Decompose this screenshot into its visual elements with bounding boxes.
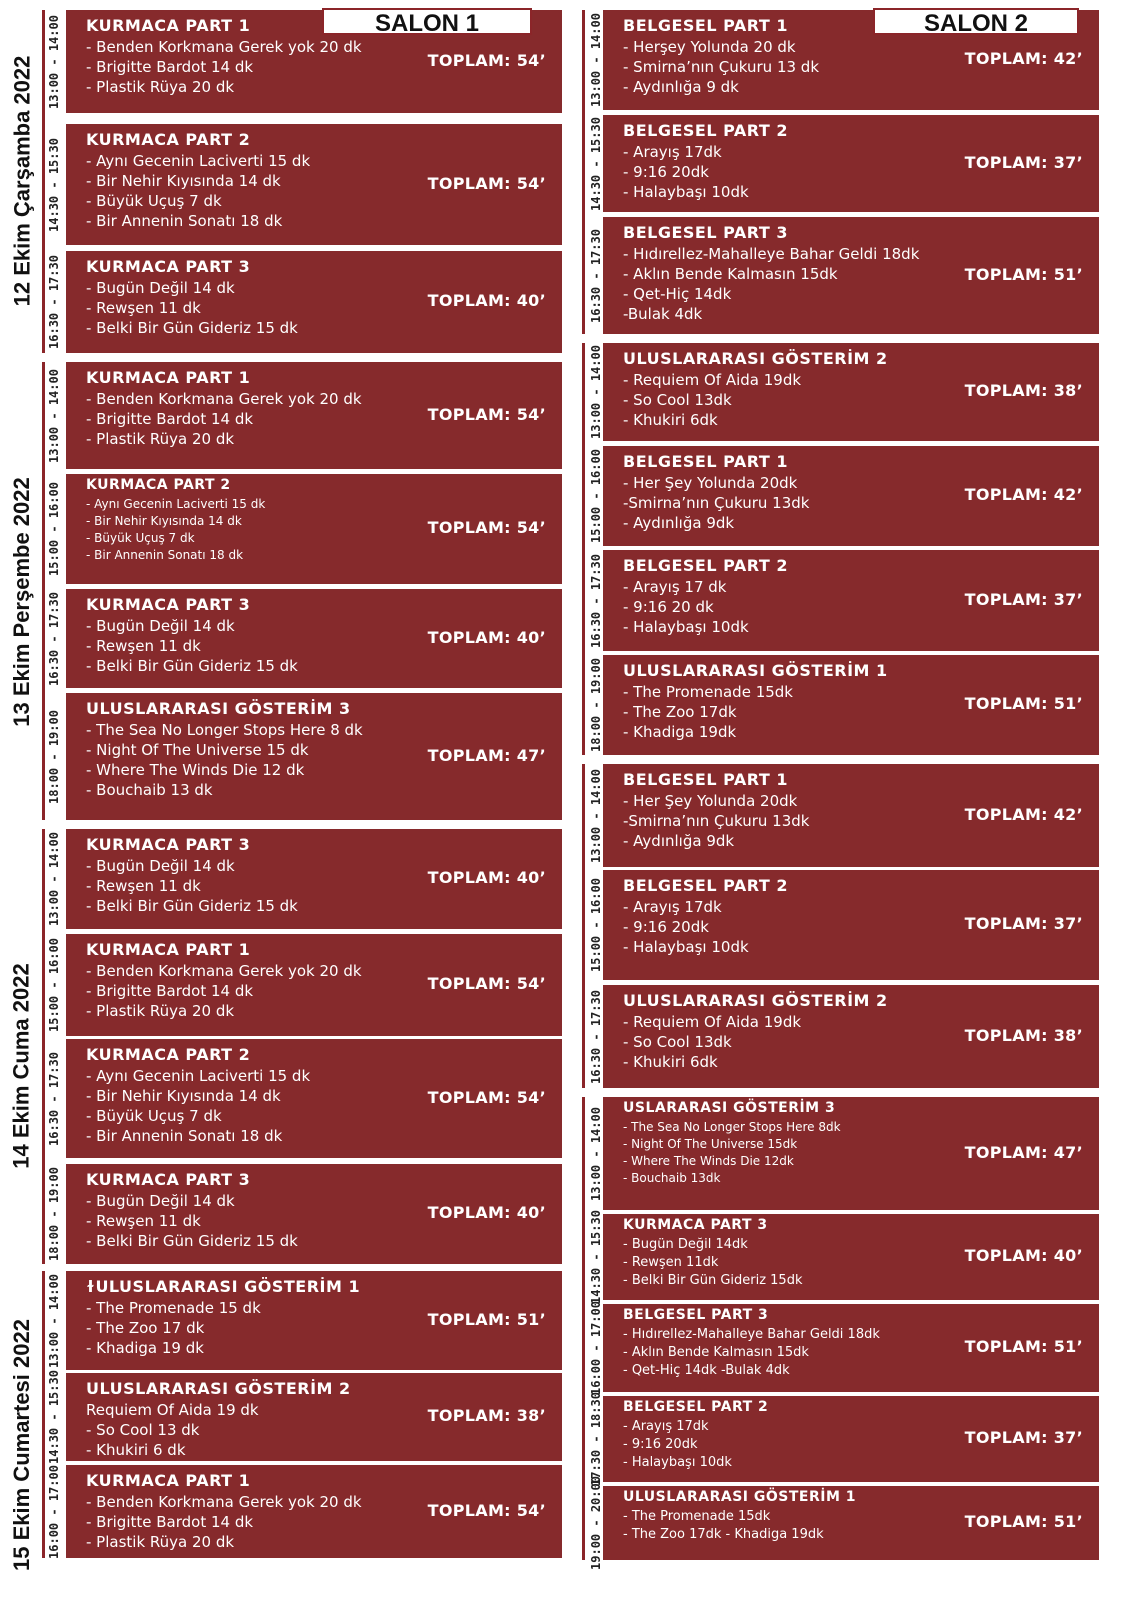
film-item: -Smirna’nın Çukuru 13dk [623,812,810,830]
film-list [623,473,809,533]
film-item: - The Sea No Longer Stops Here 8dk [623,1120,841,1134]
screening-title: ULUSLARARASI GÖSTERİM 2 [623,991,888,1010]
screening-title: BELGESEL PART 2 [623,876,788,895]
film-item: - Brigitte Bardot 14 dk [86,982,254,1000]
day-label-text: 14 Ekim Cuma 2022 [9,963,34,1169]
screening-title: KURMACA PART 1 [86,1471,251,1490]
film-item: - Aynı Gecenin Laciverti 15 dk [86,1067,311,1085]
screening-title: BELGESEL PART 2 [623,1399,769,1415]
screening-block [603,115,1099,212]
film-item: - Her Şey Yolunda 20dk [623,792,798,810]
film-item: - 9:16 20dk [623,918,709,936]
total-duration: TOPLAM: 42’ [964,49,1083,68]
film-item: - Bir Nehir Kıyısında 14 dk [86,1087,281,1105]
film-item: - Night Of The Universe 15 dk [86,741,309,759]
film-item: - Büyük Uçuş 7 dk [86,1107,222,1125]
film-item: - Bugün Değil 14 dk [86,617,235,635]
film-item: - Büyük Uçuş 7 dk [86,192,222,210]
screening-block [603,217,1099,334]
film-item: - Aydınlığa 9dk [623,514,735,532]
film-item: - Bouchaib 13dk [623,1171,721,1185]
time-slot-text: 14:30 - 15:30 [589,1210,604,1304]
divider-rule [582,1097,585,1560]
screening-title: KURMACA PART 2 [86,477,231,493]
film-item: - Bir Annenin Sonatı 18 dk [86,548,244,562]
film-item: - Belki Bir Gün Gideriz 15 dk [86,657,298,675]
time-slot-text: 13:00 - 14:00 [589,768,604,863]
time-slot-text: 16:00 - 17:00 [589,1301,604,1395]
film-item: - Bugün Değil 14 dk [86,279,235,297]
screening-block [603,985,1099,1088]
time-slot-label [44,1370,64,1464]
film-item: - Bir Nehir Kıyısında 14 dk [86,514,242,528]
time-slot-text: 18:00 - 19:00 [47,709,62,804]
time-slot-text: 18:00 - 19:00 [589,658,604,752]
divider-rule [42,1271,45,1558]
film-item: - The Promenade 15dk [623,683,793,701]
total-duration: TOPLAM: 40’ [964,1246,1083,1265]
total-duration: TOPLAM: 54’ [427,518,546,537]
film-item: - Plastik Rüya 20 dk [86,1533,235,1551]
screening-block [603,1097,1099,1210]
time-slot-text: 17:30 - 18:30 [589,1392,604,1486]
film-item: -Bulak 4dk [623,305,703,323]
film-item: - Arayış 17 dk [623,578,727,596]
film-item: - Arayış 17dk [623,143,722,161]
screening-title: BELGESEL PART 3 [623,1307,769,1323]
film-item: - Rewşen 11 dk [86,1212,201,1230]
film-item: - Büyük Uçuş 7 dk [86,531,195,545]
time-slot-text: 15:00 - 16:00 [47,482,62,576]
film-item: - 9:16 20dk [623,163,709,181]
film-list [86,151,310,231]
total-duration: TOPLAM: 38’ [964,1025,1083,1045]
divider-rule [42,829,45,1264]
film-item: - Qet-Hiç 14dk -Bulak 4dk [623,1363,790,1378]
film-item: - The Zoo 17dk - Khadiga 19dk [623,1527,824,1542]
film-item: - Khukiri 6dk [623,1053,718,1071]
film-list [86,37,362,97]
film-list [86,720,363,800]
screening-title: KURMACA PART 2 [86,130,251,149]
total-duration: TOPLAM: 40’ [427,868,546,887]
total-duration: TOPLAM: 37’ [964,152,1083,172]
film-item: - Belki Bir Gün Gideriz 15 dk [86,319,298,337]
screening-block [66,829,562,929]
time-slot-text: 14:30 - 15:30 [589,116,604,211]
film-item: - Plastik Rüya 20 dk [86,78,235,96]
time-slot-text: 13:00 - 14:00 [47,14,62,109]
time-slot-label [44,10,64,113]
total-duration: TOPLAM: 51’ [964,1337,1083,1356]
film-item: - Night Of The Universe 15dk [623,1137,798,1151]
time-slot-label [44,1164,64,1264]
film-item: - Requiem Of Aida 19dk [623,371,802,389]
time-slot-text: 15:00 - 16:00 [589,449,604,543]
time-slot-label [44,474,64,584]
screening-block [603,1214,1099,1300]
total-duration: TOPLAM: 51’ [427,1309,546,1329]
screening-title: ULUSLARARASI GÖSTERİM 1 [623,1489,857,1505]
time-slot-label [44,829,64,929]
screening-block [603,764,1099,867]
film-item: - Where The Winds Die 12dk [623,1154,794,1168]
screening-title: USLARARASI GÖSTERİM 3 [623,1100,836,1116]
film-item: - Halaybaşı 10dk [623,938,749,956]
day-label [2,842,42,1290]
day-label [2,1290,42,1600]
screening-title: ɫULUSLARARASI GÖSTERİM 1 [86,1277,361,1296]
total-duration: TOPLAM: 40’ [427,627,546,647]
screening-block [66,1271,562,1370]
film-list [86,1298,261,1358]
total-duration: TOPLAM: 37’ [964,1428,1083,1447]
film-item: - Halaybaşı 10dk [623,618,749,636]
screening-block [66,589,562,688]
screening-title: KURMACA PART 2 [86,1045,251,1064]
time-slot-text: 16:30 - 17:30 [47,1051,62,1146]
film-list [623,370,801,430]
screening-title: ULUSLARARASI GÖSTERİM 1 [623,661,888,680]
film-item: - So Cool 13dk [623,1033,732,1051]
divider-rule [582,343,585,755]
total-duration: TOPLAM: 54’ [427,50,546,70]
film-item: - Benden Korkmana Gerek yok 20 dk [86,962,362,980]
film-item: -Smirna’nın Çukuru 13dk [623,494,810,512]
total-duration: TOPLAM: 54’ [427,1087,546,1107]
day-label [2,362,42,842]
film-list [623,244,919,324]
film-item: - Benden Korkmana Gerek yok 20 dk [86,390,362,408]
total-duration: TOPLAM: 37’ [964,589,1083,609]
film-item: - Arayış 17dk [623,898,722,916]
film-item: - Belki Bir Gün Gideriz 15dk [623,1273,803,1288]
film-list [623,37,819,97]
screening-title: ULUSLARARASI GÖSTERİM 2 [623,349,888,368]
salon-2-header: SALON 2 [873,8,1079,35]
film-item: - So Cool 13dk [623,391,732,409]
film-item: - Plastik Rüya 20 dk [86,430,235,448]
total-duration: TOPLAM: 42’ [964,804,1083,824]
screening-block [603,870,1099,980]
day-label-text: 15 Ekim Cumartesi 2022 [9,1319,34,1571]
film-item: - The Sea No Longer Stops Here 8 dk [86,721,363,739]
total-duration: TOPLAM: 54’ [427,974,546,993]
screening-block [66,1465,562,1558]
screening-block [603,550,1099,651]
screening-block [603,655,1099,755]
salon-1-header: SALON 1 [322,8,532,35]
time-slot-text: 13:00 - 14:00 [47,1273,62,1368]
film-item: - Smirna’nın Çukuru 13 dk [623,58,820,76]
film-list [86,856,298,916]
screening-block [603,343,1099,441]
total-duration: TOPLAM: 42’ [964,485,1083,504]
film-item: - Qet-Hiç 14dk [623,285,732,303]
film-item: - Requiem Of Aida 19dk [623,1013,802,1031]
screening-title: BELGESEL PART 2 [623,556,788,575]
film-list [623,577,749,637]
film-item: - Bugün Değil 14dk [623,1237,748,1252]
film-item: - The Promenade 15 dk [86,1299,261,1317]
film-list [623,1508,824,1544]
time-slot-text: 13:00 - 14:00 [589,345,604,439]
film-item: - 9:16 20 dk [623,598,714,616]
film-item: - Aynı Gecenin Laciverti 15 dk [86,497,266,511]
screening-title: KURMACA PART 3 [623,1217,768,1233]
screening-title: KURMACA PART 1 [86,16,251,35]
film-item: - Belki Bir Gün Gideriz 15 dk [86,897,298,915]
time-slot-text: 18:00 - 19:00 [47,1167,62,1261]
divider-rule [42,362,45,820]
film-item: - So Cool 13 dk [86,1421,200,1439]
screening-block [603,1486,1099,1560]
day-label-text: 13 Ekim Perşembe 2022 [9,477,35,727]
film-item: - Aydınlığa 9 dk [623,78,739,96]
time-slot-text: 13:00 - 14:00 [47,832,62,926]
film-item: - Brigitte Bardot 14 dk [86,58,254,76]
film-item: - Plastik Rüya 20 dk [86,1002,235,1020]
screening-block [66,1164,562,1264]
screening-title: KURMACA PART 1 [86,940,251,959]
total-duration: TOPLAM: 54’ [427,1500,546,1520]
film-item: - Khadiga 19dk [623,723,737,741]
screening-title: KURMACA PART 1 [86,368,251,387]
time-slot-label [44,124,64,245]
film-item: - 9:16 20dk [623,1437,698,1452]
film-item: - Hıdırellez-Mahalleye Bahar Geldi 18dk [623,245,920,263]
film-item: - Aklın Bende Kalmasın 15dk [623,265,838,283]
screening-block [66,362,562,469]
film-item: - Bugün Değil 14 dk [86,1192,235,1210]
film-list [86,389,362,449]
total-duration: TOPLAM: 38’ [964,381,1083,400]
screening-title: KURMACA PART 3 [86,257,251,276]
film-item: - Bir Nehir Kıyısında 14 dk [86,172,281,190]
time-slot-label [44,251,64,353]
film-list [86,1191,298,1251]
screening-block [66,124,562,245]
film-item: - Rewşen 11 dk [86,637,201,655]
film-list [86,278,298,338]
divider-rule [582,10,585,334]
film-item: - Rewşen 11 dk [86,877,201,895]
film-item: - Khukiri 6 dk [86,1441,186,1459]
film-item: - Aynı Gecenin Laciverti 15 dk [86,152,311,170]
time-slot-text: 19:00 - 20:00 [589,1476,604,1570]
time-slot-text: 16:30 - 17:30 [589,989,604,1084]
film-list [623,1119,841,1187]
film-item: - Belki Bir Gün Gideriz 15 dk [86,1232,298,1250]
time-slot-label [44,589,64,688]
day-label-text: 12 Ekim Çarşamba 2022 [9,55,35,307]
time-slot-text: 13:00 - 14:00 [589,13,604,107]
total-duration: TOPLAM: 37’ [964,914,1083,933]
screening-block [603,446,1099,546]
total-duration: TOPLAM: 51’ [964,264,1083,284]
total-duration: TOPLAM: 47’ [964,1142,1083,1162]
film-list [623,682,793,742]
screening-block [66,474,562,584]
film-item: - Bugün Değil 14 dk [86,857,235,875]
time-slot-text: 13:00 - 14:00 [589,1106,604,1201]
film-item: - Hıdırellez-Mahalleye Bahar Geldi 18dk [623,1327,880,1342]
screening-title: BELGESEL PART 1 [623,770,788,789]
film-item: - The Zoo 17dk [623,703,737,721]
film-list [623,1326,880,1380]
film-item: - Herşey Yolunda 20 dk [623,38,796,56]
screening-title: BELGESEL PART 2 [623,121,788,140]
film-list [86,1492,362,1552]
screening-block [66,934,562,1036]
total-duration: TOPLAM: 54’ [427,173,546,193]
total-duration: TOPLAM: 51’ [964,694,1083,713]
time-slot-text: 16:00 - 17:00 [47,1464,62,1559]
total-duration: TOPLAM: 40’ [427,291,546,310]
film-item: - Khukiri 6dk [623,411,718,429]
time-slot-text: 13:00 - 14:00 [47,368,62,463]
film-list [86,1066,310,1146]
film-item: - Bir Annenin Sonatı 18 dk [86,212,283,230]
film-item: - Halaybaşı 10dk [623,1455,732,1470]
film-item: - Aklın Bende Kalmasın 15dk [623,1345,809,1360]
film-item: - Brigitte Bardot 14 dk [86,1513,254,1531]
film-list [86,616,298,676]
screening-title: ULUSLARARASI GÖSTERİM 2 [86,1379,351,1398]
film-list [623,1418,732,1472]
screening-title: ULUSLARARASI GÖSTERİM 3 [86,699,351,718]
screening-title: KURMACA PART 3 [86,1170,251,1189]
time-slot-text: 15:00 - 16:00 [589,878,604,972]
film-item: - Halaybaşı 10dk [623,183,749,201]
total-duration: TOPLAM: 47’ [427,745,546,765]
film-list [623,897,749,957]
film-item: - The Promenade 15dk [623,1509,771,1524]
screening-block [603,1304,1099,1392]
day-label [2,0,42,362]
time-slot-label [44,1039,64,1158]
screening-block [66,1373,562,1461]
total-duration: TOPLAM: 38’ [427,1406,546,1425]
screening-title: BELGESEL PART 1 [623,16,788,35]
time-slot-text: 16:30 - 17:30 [47,591,62,686]
film-item: - The Zoo 17 dk [86,1319,205,1337]
time-slot-label [44,1465,64,1558]
screening-title: KURMACA PART 3 [86,835,251,854]
time-slot-label [44,362,64,469]
time-slot-text: 15:00 - 16:00 [47,938,62,1032]
film-list [623,1012,801,1072]
time-slot-label [44,1271,64,1370]
film-item: - Bouchaib 13 dk [86,781,213,799]
film-item: - Where The Winds Die 12 dk [86,761,305,779]
screening-title: KURMACA PART 3 [86,595,251,614]
film-item: - Bir Annenin Sonatı 18 dk [86,1127,283,1145]
film-item: - Brigitte Bardot 14 dk [86,410,254,428]
time-slot-text: 14:30 - 15:30 [47,137,62,232]
divider-rule [582,764,585,1088]
screening-title: BELGESEL PART 3 [623,223,788,242]
film-item: - Arayış 17dk [623,1419,709,1434]
screening-block [66,1039,562,1158]
film-item: - Aydınlığa 9dk [623,832,735,850]
total-duration: TOPLAM: 54’ [427,404,546,424]
film-item: - Benden Korkmana Gerek yok 20 dk [86,1493,362,1511]
time-slot-text: 16:30 - 17:30 [589,228,604,323]
film-item: Requiem Of Aida 19 dk [86,1401,259,1419]
film-list [623,791,809,851]
screening-block [66,251,562,353]
divider-rule [42,10,45,353]
screening-block [66,693,562,820]
film-list [623,1236,803,1290]
film-list [86,496,265,564]
screening-title: BELGESEL PART 1 [623,452,788,471]
total-duration: TOPLAM: 40’ [427,1203,546,1222]
screening-block [603,1396,1099,1482]
film-item: - Rewşen 11dk [623,1255,719,1270]
time-slot-label [44,934,64,1036]
film-item: - Rewşen 11 dk [86,299,201,317]
time-slot-label [44,693,64,820]
film-item: - Her Şey Yolunda 20dk [623,474,798,492]
film-item: - Benden Korkmana Gerek yok 20 dk [86,38,362,56]
total-duration: TOPLAM: 51’ [964,1512,1083,1531]
film-list [86,961,362,1021]
time-slot-text: 14:30 - 15:30 [47,1370,62,1464]
film-list [623,142,749,202]
time-slot-text: 16:30 - 17:30 [589,553,604,648]
film-item: - Khadiga 19 dk [86,1339,204,1357]
time-slot-text: 16:30 - 17:30 [47,255,62,349]
film-list [86,1400,259,1460]
